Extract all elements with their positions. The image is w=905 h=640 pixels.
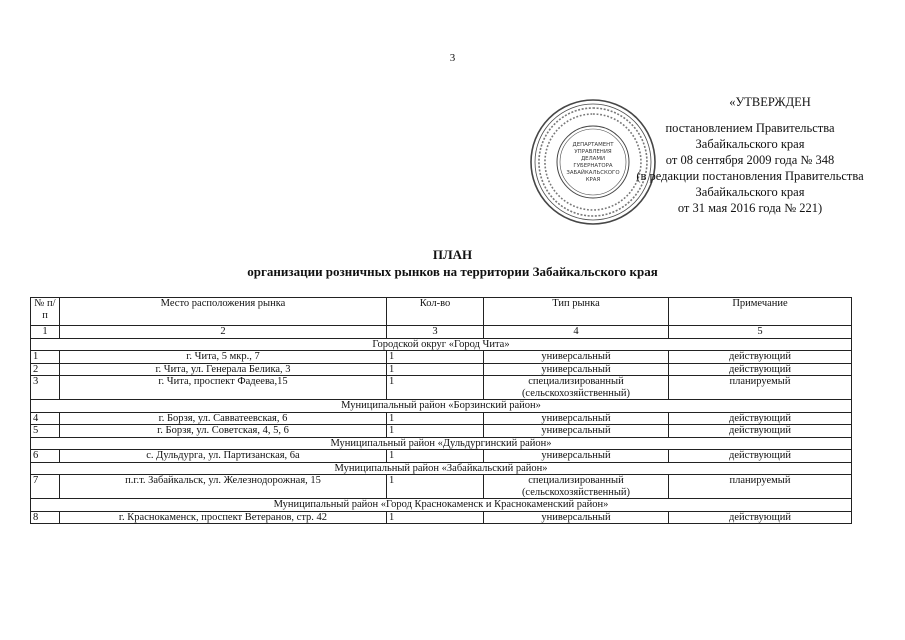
seal-text-line: УПРАВЛЕНИЯ — [574, 149, 612, 155]
cell-qty: 1 — [387, 376, 484, 400]
cell-note: планируемый — [669, 376, 852, 400]
cell-note: действующий — [669, 425, 852, 438]
header-note: Примечание — [669, 298, 852, 326]
section-title: Муниципальный район «Дульдургинский район» — [31, 437, 852, 450]
approval-line: от 31 мая 2016 года № 221) — [677, 201, 823, 215]
cell-type: универсальный — [484, 511, 669, 524]
title-line: ПЛАН — [432, 247, 473, 262]
table-row — [31, 511, 852, 524]
cell-type: универсальный — [484, 425, 669, 438]
cell-place: г. Чита, ул. Генерала Белика, 3 — [60, 363, 387, 376]
approval-line: (в редакции постановления Правительства — [636, 169, 864, 183]
section-title: Муниципальный район «Забайкальский район» — [31, 462, 852, 475]
cell-type: универсальный — [484, 363, 669, 376]
cell-note: действующий — [669, 412, 852, 425]
cell-place: г. Чита, проспект Фадеева,15 — [60, 376, 387, 400]
table-header-row — [31, 298, 852, 326]
section-row — [31, 400, 852, 413]
cell-no: 3 — [31, 376, 60, 400]
cell-note: действующий — [669, 450, 852, 463]
cell-note: действующий — [669, 351, 852, 364]
index-cell: 5 — [669, 326, 852, 339]
cell-qty: 1 — [387, 412, 484, 425]
cell-qty: 1 — [387, 425, 484, 438]
index-cell: 1 — [31, 326, 60, 339]
cell-place: г. Краснокаменск, проспект Ветеранов, стр. 42 — [60, 511, 387, 524]
section-title: Муниципальный район «Город Краснокаменск и Краснокаменский район» — [31, 499, 852, 512]
section-title: Городской округ «Город Чита» — [31, 338, 852, 351]
cell-no: 7 — [31, 475, 60, 499]
cell-no: 8 — [31, 511, 60, 524]
index-cell: 4 — [484, 326, 669, 339]
cell-qty: 1 — [387, 363, 484, 376]
table-row — [31, 450, 852, 463]
cell-place: г. Чита, 5 мкр., 7 — [60, 351, 387, 364]
table-row — [31, 363, 852, 376]
cell-qty: 1 — [387, 475, 484, 499]
cell-type: универсальный — [484, 351, 669, 364]
column-index-row — [31, 326, 852, 339]
table-row — [31, 351, 852, 364]
cell-no: 6 — [31, 450, 60, 463]
page-number: 3 — [449, 52, 456, 64]
section-row — [31, 499, 852, 512]
seal-text-line: ДЕЛАМИ — [580, 156, 606, 162]
document-title — [0, 246, 905, 280]
approval-line: Забайкальского края — [695, 137, 805, 151]
section-row — [31, 462, 852, 475]
header-type: Тип рынка — [484, 298, 669, 326]
cell-no: 1 — [31, 351, 60, 364]
cell-type: специализированный (сельскохозяйственный) — [484, 376, 669, 400]
table-row — [31, 425, 852, 438]
cell-no: 4 — [31, 412, 60, 425]
cell-place: п.г.т. Забайкальск, ул. Железнодорожная, 15 — [60, 475, 387, 499]
cell-place: с. Дульдурга, ул. Партизанская, 6а — [60, 450, 387, 463]
cell-place: г. Борзя, ул. Савватеевская, 6 — [60, 412, 387, 425]
index-cell: 3 — [387, 326, 484, 339]
cell-type: универсальный — [484, 412, 669, 425]
cell-place: г. Борзя, ул. Советская, 4, 5, 6 — [60, 425, 387, 438]
approval-line: от 08 сентября 2009 года № 348 — [665, 153, 835, 167]
cell-note: действующий — [669, 363, 852, 376]
section-row — [31, 437, 852, 450]
index-cell: 2 — [60, 326, 387, 339]
header-qty: Кол-во — [387, 298, 484, 326]
seal-text-line: КРАЯ — [585, 177, 601, 183]
seal-text-line: ЗАБАЙКАЛЬСКОГО — [566, 170, 620, 176]
seal-text-line: ДЕПАРТАМЕНТ — [572, 142, 614, 148]
cell-type: специализированный (сельскохозяйственный) — [484, 475, 669, 499]
approval-line: постановлением Правительства — [665, 121, 835, 135]
cell-qty: 1 — [387, 351, 484, 364]
section-title: Муниципальный район «Борзинский район» — [31, 400, 852, 413]
cell-type: универсальный — [484, 450, 669, 463]
cell-note: планируемый — [669, 475, 852, 499]
title-subline: организации розничных рынков на территории Забайкальского края — [247, 264, 658, 279]
table-row — [31, 475, 852, 499]
cell-no: 2 — [31, 363, 60, 376]
markets-plan-table — [30, 297, 852, 524]
header-place: Место расположения рынка — [60, 298, 387, 326]
cell-note: действующий — [669, 511, 852, 524]
approval-block — [600, 94, 900, 216]
header-no: № п/п — [31, 298, 60, 326]
approval-line: Забайкальского края — [695, 185, 805, 199]
cell-no: 5 — [31, 425, 60, 438]
seal-text-line: ГУБЕРНАТОРА — [573, 163, 613, 169]
cell-qty: 1 — [387, 450, 484, 463]
cell-qty: 1 — [387, 511, 484, 524]
table-row — [31, 412, 852, 425]
approval-line: «УТВЕРЖДЕН — [729, 95, 811, 109]
table-row — [31, 376, 852, 400]
section-row — [31, 338, 852, 351]
